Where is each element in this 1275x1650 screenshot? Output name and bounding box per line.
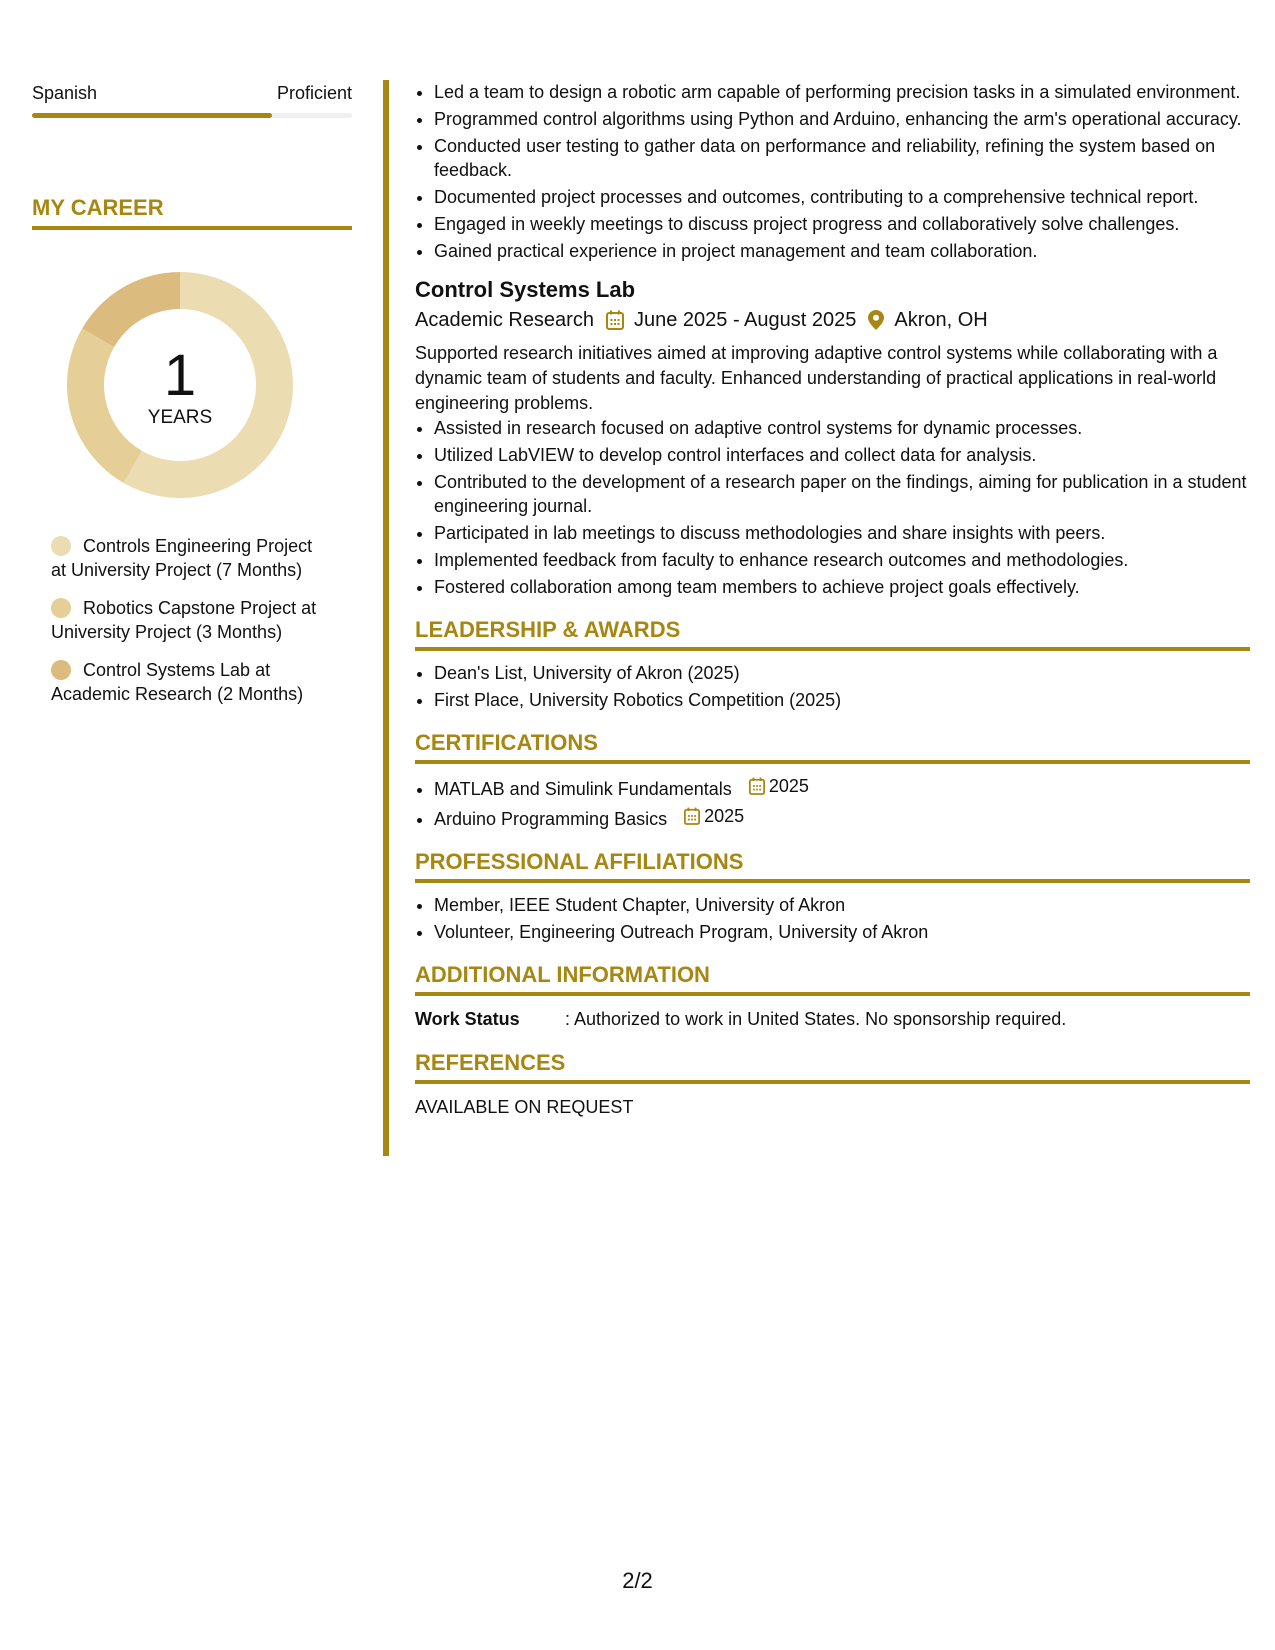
job-meta <box>415 305 1250 335</box>
previous-job-bullets <box>415 80 1250 263</box>
cert-year <box>684 804 744 828</box>
list-item <box>434 774 1250 801</box>
job-title: Control Systems Lab <box>415 277 636 302</box>
calendar-icon <box>606 310 624 330</box>
donut-years-label: YEARS <box>147 407 213 428</box>
list-item: • Engaged in weekly meetings to discuss project progress and collaboratively solve challenges. <box>434 212 1250 236</box>
career-legend <box>51 534 352 706</box>
main-content <box>415 80 1250 1120</box>
language-name: Spanish <box>32 83 98 103</box>
list-item: • Utilized LabVIEW to develop control interfaces and collect data for analysis. <box>434 443 1250 467</box>
donut-years-number: 1 <box>163 343 197 408</box>
job-description: Supported research initiatives aimed at improving adaptive control systems while collaborating with a dynamic team of students and faculty. Enhanced understanding of practical applications in real-world engineering problems. <box>415 343 1218 413</box>
language-proficiency-fill <box>32 113 272 118</box>
references-heading: REFERENCES <box>415 1048 1250 1084</box>
language-proficiency-bar <box>32 113 352 118</box>
calendar-icon <box>749 777 765 795</box>
list-item: • Gained practical experience in project management and team collaboration. <box>434 239 1250 263</box>
career-heading: MY CAREER <box>32 194 352 230</box>
job-location: Akron, OH <box>894 309 988 331</box>
certifications-heading: CERTIFICATIONS <box>415 728 1250 764</box>
legend-dot <box>51 660 71 680</box>
language-level: Proficient <box>276 83 352 103</box>
cert-year <box>749 774 809 798</box>
cert-year-text: 2025 <box>704 806 745 826</box>
cert-name: Arduino Programming Basics <box>434 809 668 829</box>
sidebar <box>32 80 352 720</box>
legend-item <box>51 658 331 706</box>
list-item: • Dean's List, University of Akron (2025) <box>434 661 1250 685</box>
job-org: Academic Research <box>415 309 594 331</box>
list-item: • Programmed control algorithms using Python and Arduino, enhancing the arm's operational accuracy. <box>434 107 1250 131</box>
legend-dot <box>51 598 71 618</box>
affiliations-heading: PROFESSIONAL AFFILIATIONS <box>415 847 1250 883</box>
column-divider <box>383 80 389 1156</box>
calendar-icon <box>684 807 700 825</box>
language-row <box>32 80 352 106</box>
legend-text: Control Systems Lab at Academic Research (2 Months) <box>51 660 304 704</box>
map-pin-icon <box>868 310 884 330</box>
affiliations-list <box>415 893 1250 944</box>
leadership-list <box>415 661 1250 712</box>
legend-item <box>51 534 331 582</box>
donut-center <box>67 272 293 498</box>
cert-year-text: 2025 <box>768 776 809 796</box>
list-item: • Assisted in research focused on adaptive control systems for dynamic processes. <box>434 416 1250 440</box>
list-item: • First Place, University Robotics Competition (2025) <box>434 688 1250 712</box>
list-item: • Volunteer, Engineering Outreach Program, University of Akron <box>434 920 1250 944</box>
legend-text: Controls Engineering Project at University Project (7 Months) <box>51 536 313 580</box>
leadership-heading: LEADERSHIP & AWARDS <box>415 615 1250 651</box>
references-text: AVAILABLE ON REQUEST <box>415 1097 634 1117</box>
list-item: • Participated in lab meetings to discuss methodologies and share insights with peers. <box>434 521 1250 545</box>
list-item: • Implemented feedback from faculty to enhance research outcomes and methodologies. <box>434 548 1250 572</box>
legend-dot <box>51 536 71 556</box>
list-item: • Fostered collaboration among team members to achieve project goals effectively. <box>434 575 1250 599</box>
list-item: • Led a team to design a robotic arm capable of performing precision tasks in a simulated environment. <box>434 80 1250 104</box>
list-item: • Member, IEEE Student Chapter, University of Akron <box>434 893 1250 917</box>
list-item <box>434 804 1250 831</box>
legend-text: Robotics Capstone Project at University Project (3 Months) <box>51 598 317 642</box>
work-status-value: : Authorized to work in United States. No sponsorship required. <box>565 1009 1067 1029</box>
work-status-label: Work Status <box>415 1009 520 1029</box>
legend-item <box>51 596 331 644</box>
certifications-list <box>415 774 1250 831</box>
job-dates: June 2025 - August 2025 <box>633 309 857 331</box>
work-status-row <box>415 1006 1250 1032</box>
list-item: • Documented project processes and outcomes, contributing to a comprehensive technical report. <box>434 185 1250 209</box>
cert-name: MATLAB and Simulink Fundamentals <box>434 779 732 799</box>
job-bullets <box>415 416 1250 599</box>
additional-info-heading: ADDITIONAL INFORMATION <box>415 960 1250 996</box>
list-item: • Conducted user testing to gather data on performance and reliability, refining the system based on feedback. <box>434 134 1250 182</box>
list-item: • Contributed to the development of a research paper on the findings, aiming for publication in a student engineering journal. <box>434 470 1250 518</box>
career-donut-chart <box>67 272 293 498</box>
page-number: 2/2 <box>622 1568 653 1593</box>
